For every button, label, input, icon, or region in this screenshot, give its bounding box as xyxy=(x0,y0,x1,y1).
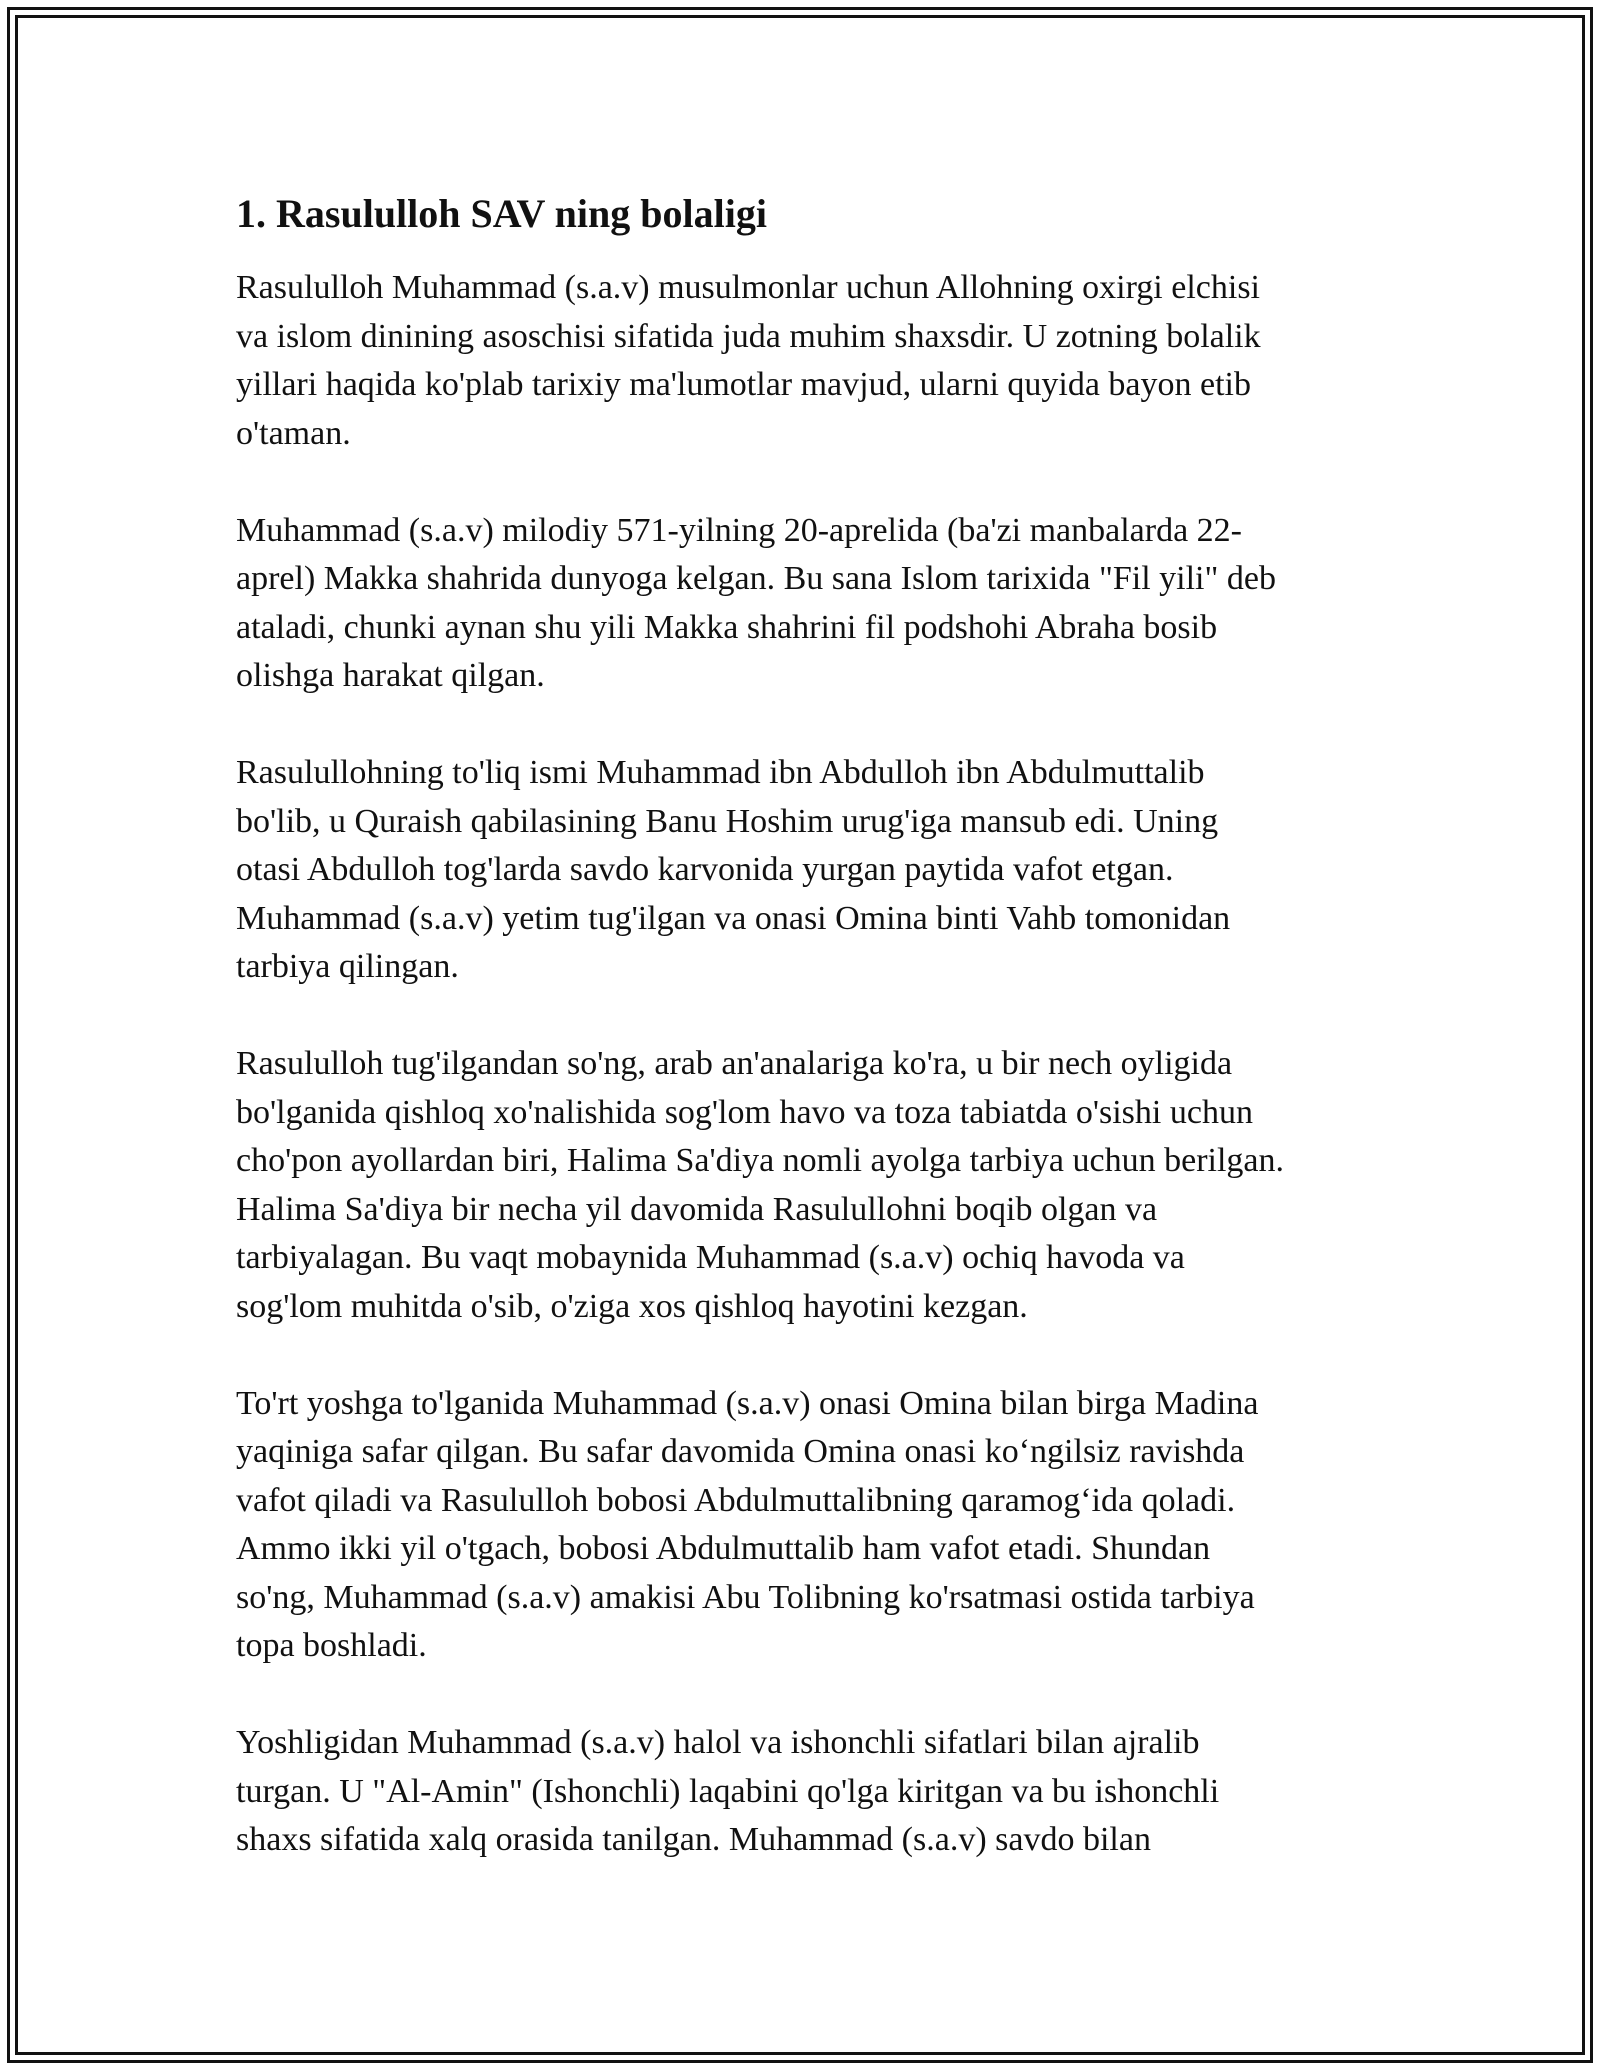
text-line: o'taman. xyxy=(236,414,351,452)
text-line: Rasululloh Muhammad (s.a.v) musulmonlar uchun Allohning oxirgi elchisi xyxy=(236,269,1261,306)
text-line: tarbiya qilingan. xyxy=(236,948,459,985)
text-line: olishga harakat qilgan. xyxy=(236,657,545,694)
section-heading: 1. Rasululloh SAV ning bolaligi xyxy=(236,191,767,236)
text-line: sog'lom muhitda o'sib, o'ziga xos qishloq hayotini kezgan. xyxy=(236,1287,1028,1325)
text-line: va islom dinining asoschisi sifatida juda muhim shaxsdir. U zotning bolalik xyxy=(236,317,1261,355)
text-line: vafot qiladi va Rasululloh bobosi Abdulmuttalibning qaramog‘ida qoladi. xyxy=(236,1481,1236,1519)
text-line: To'rt yoshga to'lganida Muhammad (s.a.v) onasi Omina bilan birga Madina xyxy=(236,1384,1259,1422)
text-line: shaxs sifatida xalq orasida tanilgan. Muhammad (s.a.v) savdo bilan xyxy=(236,1821,1151,1858)
text-line: bo'lganida qishloq xo'nalishida sog'lom havo va toza tabiatda o'sishi uchun xyxy=(236,1093,1253,1131)
text-line: Muhammad (s.a.v) yetim tug'ilgan va onasi Omina binti Vahb tomonidan xyxy=(236,899,1231,937)
text-line: Halima Sa'diya bir necha yil davomida Rasulullohni boqib olgan va xyxy=(236,1190,1158,1228)
text-line: tarbiyalagan. Bu vaqt mobaynida Muhammad (s.a.v) ochiq havoda va xyxy=(236,1239,1185,1276)
text-line: otasi Abdulloh tog'larda savdo karvonida yurgan paytida vafot etgan. xyxy=(236,851,1174,888)
text-line: ataladi, chunki aynan shu yili Makka shahrini fil podshohi Abraha bosib xyxy=(236,608,1218,646)
text-line: Muhammad (s.a.v) milodiy 571-yilning 20-aprelida (ba'zi manbalarda 22- xyxy=(236,511,1243,549)
paragraph-3 xyxy=(236,749,1376,992)
paragraph-2 xyxy=(236,507,1376,701)
text-line: Rasulullohning to'liq ismi Muhammad ibn Abdulloh ibn Abdulmuttalib xyxy=(236,754,1205,791)
text-line: aprel) Makka shahrida dunyoga kelgan. Bu sana Islom tarixida "Fil yili" deb xyxy=(236,560,1276,597)
text-line: cho'pon ayollardan biri, Halima Sa'diya nomli ayolga tarbiya uchun berilgan. xyxy=(236,1142,1285,1179)
paragraph-1 xyxy=(236,264,1376,458)
text-line: Rasululloh tug'ilgandan so'ng, arab an'analariga ko'ra, u bir nech oyligida xyxy=(236,1045,1233,1082)
text-line: topa boshladi. xyxy=(236,1627,427,1664)
text-line: yaqiniga safar qilgan. Bu safar davomida Omina onasi ko‘ngilsiz ravishda xyxy=(236,1433,1245,1470)
document-body xyxy=(236,188,1376,1913)
text-line: yillari haqida ko'plab tarixiy ma'lumotlar mavjud, ularni quyida bayon etib xyxy=(236,366,1252,403)
text-line: turgan. U "Al-Amin" (Ishonchli) laqabini qo'lga kiritgan va bu ishonchli xyxy=(236,1772,1220,1810)
text-line: so'ng, Muhammad (s.a.v) amakisi Abu Tolibning ko'rsatmasi ostida tarbiya xyxy=(236,1578,1255,1616)
text-line: Ammo ikki yil o'tgach, bobosi Abdulmuttalib ham vafot etadi. Shundan xyxy=(236,1530,1211,1567)
paragraph-5 xyxy=(236,1380,1376,1671)
paragraph-4 xyxy=(236,1040,1376,1331)
paragraph-6 xyxy=(236,1719,1376,1865)
text-line: Yoshligidan Muhammad (s.a.v) halol va ishonchli sifatlari bilan ajralib xyxy=(236,1724,1200,1761)
text-line: bo'lib, u Quraish qabilasining Banu Hoshim urug'iga mansub edi. Uning xyxy=(236,802,1219,840)
